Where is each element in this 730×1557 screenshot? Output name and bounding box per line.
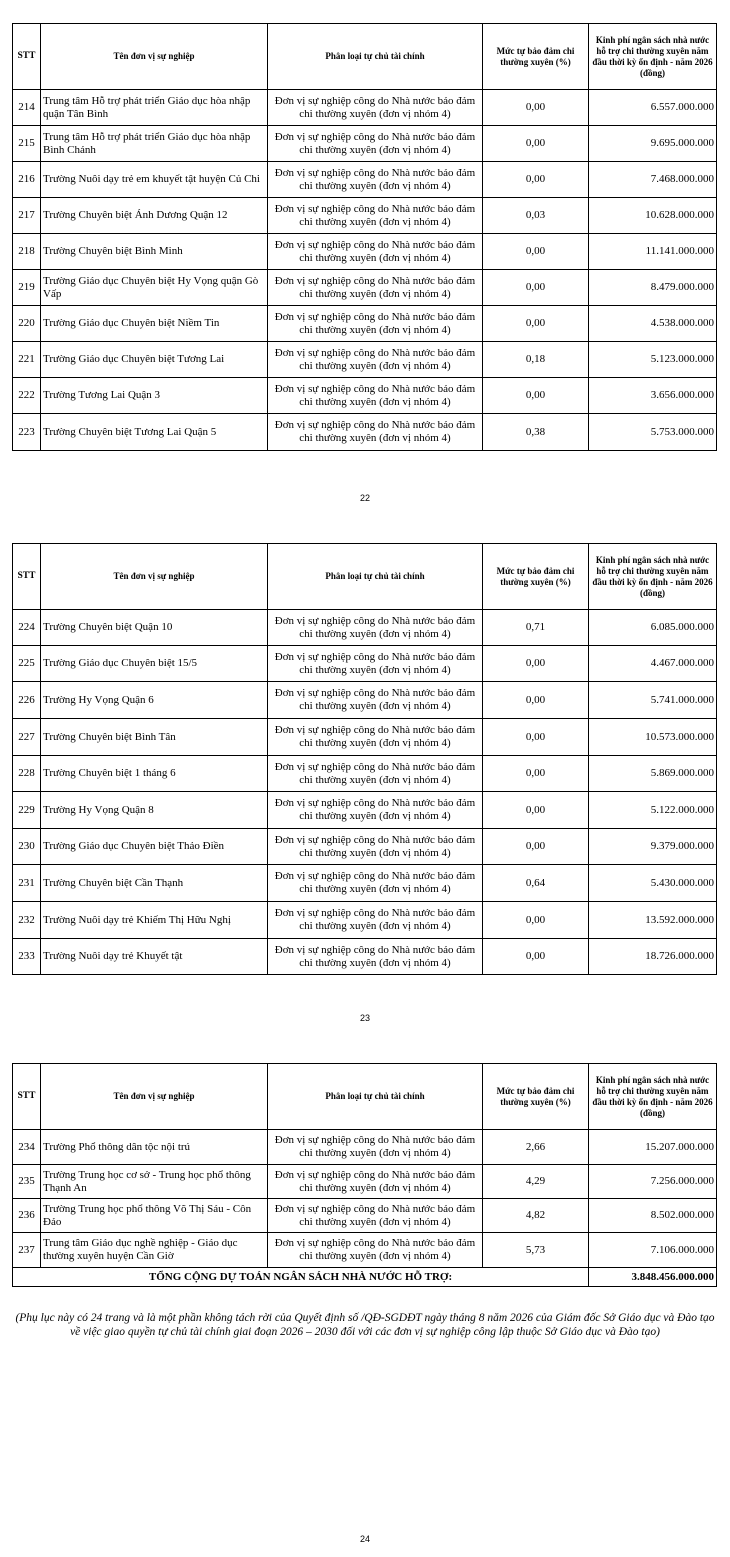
cell-unit-name: Trường Nuôi dạy trẻ Khuyết tật: [41, 939, 268, 975]
cell-budget: 8.502.000.000: [589, 1199, 717, 1233]
cell-unit-name: Trường Nuôi dạy trẻ em khuyết tật huyện Củ Chi: [41, 162, 268, 198]
cell-unit-name: Trung tâm Hỗ trợ phát triển Giáo dục hòa nhập Bình Chánh: [41, 126, 268, 162]
cell-stt: 225: [13, 646, 41, 682]
table-row: [13, 682, 717, 719]
cell-self-rate: 0,00: [483, 378, 589, 414]
cell-stt: 216: [13, 162, 41, 198]
cell-self-rate: 0,00: [483, 646, 589, 682]
cell-stt: 214: [13, 90, 41, 126]
budget-table-page-23: [12, 543, 717, 975]
cell-stt: 218: [13, 234, 41, 270]
cell-budget: 9.379.000.000: [589, 829, 717, 865]
cell-self-rate: 0,03: [483, 198, 589, 234]
cell-stt: 219: [13, 270, 41, 306]
header-unit-name: Tên đơn vị sự nghiệp: [41, 544, 268, 610]
table-row: [13, 610, 717, 646]
cell-unit-name: Trường Trung học cơ sở - Trung học phổ thông Thạnh An: [41, 1165, 268, 1199]
table-row: [13, 234, 717, 270]
cell-stt: 237: [13, 1233, 41, 1268]
table-row: [13, 126, 717, 162]
cell-stt: 231: [13, 865, 41, 902]
cell-unit-name: Trường Trung học phổ thông Võ Thị Sáu - Côn Đảo: [41, 1199, 268, 1233]
table-body: [13, 24, 717, 451]
header-row: [13, 544, 717, 610]
cell-budget: 9.695.000.000: [589, 126, 717, 162]
cell-self-rate: 4,29: [483, 1165, 589, 1199]
table-row: [13, 1130, 717, 1165]
table-row: [13, 378, 717, 414]
total-row: [13, 1268, 717, 1287]
cell-self-rate: 4,82: [483, 1199, 589, 1233]
table-body: [13, 544, 717, 975]
table-row: [13, 792, 717, 829]
cell-budget: 5.123.000.000: [589, 342, 717, 378]
cell-budget: 5.753.000.000: [589, 414, 717, 451]
header-stt: STT: [13, 24, 41, 90]
cell-self-rate: 0,71: [483, 610, 589, 646]
cell-unit-name: Trường Chuyên biệt 1 tháng 6: [41, 756, 268, 792]
cell-self-rate: 0,00: [483, 126, 589, 162]
cell-classification: Đơn vị sự nghiệp công do Nhà nước bảo đảm chi thường xuyên (đơn vị nhóm 4): [268, 646, 483, 682]
page-number: 24: [359, 1534, 370, 1544]
cell-self-rate: 0,18: [483, 342, 589, 378]
cell-unit-name: Trường Nuôi dạy trẻ Khiếm Thị Hữu Nghị: [41, 902, 268, 939]
table-row: [13, 162, 717, 198]
cell-self-rate: 0,00: [483, 719, 589, 756]
cell-stt: 215: [13, 126, 41, 162]
header-budget: Kinh phí ngân sách nhà nước hỗ trợ chi thường xuyên năm đầu thời kỳ ổn định - năm 2026 (đồng): [589, 1064, 717, 1130]
table-row: [13, 939, 717, 975]
header-budget: Kinh phí ngân sách nhà nước hỗ trợ chi thường xuyên năm đầu thời kỳ ổn định - năm 2026 (đồng): [589, 24, 717, 90]
cell-classification: Đơn vị sự nghiệp công do Nhà nước bảo đảm chi thường xuyên (đơn vị nhóm 4): [268, 414, 483, 451]
table-row: [13, 1233, 717, 1268]
cell-stt: 232: [13, 902, 41, 939]
cell-classification: Đơn vị sự nghiệp công do Nhà nước bảo đảm chi thường xuyên (đơn vị nhóm 4): [268, 682, 483, 719]
cell-classification: Đơn vị sự nghiệp công do Nhà nước bảo đảm chi thường xuyên (đơn vị nhóm 4): [268, 1165, 483, 1199]
table-row: [13, 829, 717, 865]
cell-budget: 4.467.000.000: [589, 646, 717, 682]
cell-unit-name: Trường Giáo dục Chuyên biệt Thảo Điền: [41, 829, 268, 865]
cell-classification: Đơn vị sự nghiệp công do Nhà nước bảo đảm chi thường xuyên (đơn vị nhóm 4): [268, 939, 483, 975]
table-body: [13, 1064, 717, 1287]
table-row: [13, 1199, 717, 1233]
cell-self-rate: 0,00: [483, 162, 589, 198]
cell-stt: 229: [13, 792, 41, 829]
cell-stt: 224: [13, 610, 41, 646]
budget-table-page-24: [12, 1063, 717, 1287]
cell-self-rate: 0,64: [483, 865, 589, 902]
cell-unit-name: Trường Giáo dục Chuyên biệt 15/5: [41, 646, 268, 682]
cell-classification: Đơn vị sự nghiệp công do Nhà nước bảo đảm chi thường xuyên (đơn vị nhóm 4): [268, 162, 483, 198]
cell-stt: 223: [13, 414, 41, 451]
cell-self-rate: 0,00: [483, 939, 589, 975]
cell-budget: 6.557.000.000: [589, 90, 717, 126]
cell-classification: Đơn vị sự nghiệp công do Nhà nước bảo đảm chi thường xuyên (đơn vị nhóm 4): [268, 342, 483, 378]
cell-classification: Đơn vị sự nghiệp công do Nhà nước bảo đảm chi thường xuyên (đơn vị nhóm 4): [268, 829, 483, 865]
cell-stt: 221: [13, 342, 41, 378]
table-row: [13, 90, 717, 126]
cell-unit-name: Trường Giáo dục Chuyên biệt Niềm Tin: [41, 306, 268, 342]
page-number: 23: [359, 1013, 370, 1023]
table-row: [13, 865, 717, 902]
cell-unit-name: Trung tâm Hỗ trợ phát triển Giáo dục hòa nhập quận Tân Bình: [41, 90, 268, 126]
header-unit-name: Tên đơn vị sự nghiệp: [41, 24, 268, 90]
cell-unit-name: Trung tâm Giáo dục nghề nghiệp - Giáo dục thường xuyên huyện Cần Giờ: [41, 1233, 268, 1268]
total-amount: 3.848.456.000.000: [589, 1268, 717, 1287]
table-row: [13, 646, 717, 682]
header-row: [13, 24, 717, 90]
table-row: [13, 756, 717, 792]
cell-classification: Đơn vị sự nghiệp công do Nhà nước bảo đảm chi thường xuyên (đơn vị nhóm 4): [268, 756, 483, 792]
cell-stt: 217: [13, 198, 41, 234]
cell-budget: 10.573.000.000: [589, 719, 717, 756]
table-row: [13, 1165, 717, 1199]
cell-stt: 228: [13, 756, 41, 792]
cell-classification: Đơn vị sự nghiệp công do Nhà nước bảo đảm chi thường xuyên (đơn vị nhóm 4): [268, 378, 483, 414]
cell-classification: Đơn vị sự nghiệp công do Nhà nước bảo đảm chi thường xuyên (đơn vị nhóm 4): [268, 610, 483, 646]
cell-self-rate: 0,00: [483, 829, 589, 865]
budget-table-page-22: [12, 23, 717, 451]
header-budget: Kinh phí ngân sách nhà nước hỗ trợ chi thường xuyên năm đầu thời kỳ ổn định - năm 2026 (đồng): [589, 544, 717, 610]
cell-classification: Đơn vị sự nghiệp công do Nhà nước bảo đảm chi thường xuyên (đơn vị nhóm 4): [268, 792, 483, 829]
page-number: 22: [359, 493, 370, 503]
cell-unit-name: Trường Chuyên biệt Quận 10: [41, 610, 268, 646]
cell-budget: 4.538.000.000: [589, 306, 717, 342]
cell-classification: Đơn vị sự nghiệp công do Nhà nước bảo đảm chi thường xuyên (đơn vị nhóm 4): [268, 1233, 483, 1268]
cell-unit-name: Trường Chuyên biệt Bình Tân: [41, 719, 268, 756]
cell-stt: 234: [13, 1130, 41, 1165]
header-classification: Phân loại tự chủ tài chính: [268, 24, 483, 90]
cell-classification: Đơn vị sự nghiệp công do Nhà nước bảo đảm chi thường xuyên (đơn vị nhóm 4): [268, 1130, 483, 1165]
total-label: TỔNG CỘNG DỰ TOÁN NGÂN SÁCH NHÀ NƯỚC HỖ TRỢ:: [13, 1268, 589, 1287]
cell-budget: 11.141.000.000: [589, 234, 717, 270]
cell-stt: 236: [13, 1199, 41, 1233]
cell-classification: Đơn vị sự nghiệp công do Nhà nước bảo đảm chi thường xuyên (đơn vị nhóm 4): [268, 1199, 483, 1233]
cell-stt: 235: [13, 1165, 41, 1199]
header-stt: STT: [13, 544, 41, 610]
header-self-rate: Mức tự bảo đảm chi thường xuyên (%): [483, 24, 589, 90]
cell-budget: 10.628.000.000: [589, 198, 717, 234]
cell-budget: 5.122.000.000: [589, 792, 717, 829]
table-row: [13, 306, 717, 342]
cell-self-rate: 0,00: [483, 90, 589, 126]
cell-unit-name: Trường Chuyên biệt Cần Thạnh: [41, 865, 268, 902]
cell-classification: Đơn vị sự nghiệp công do Nhà nước bảo đảm chi thường xuyên (đơn vị nhóm 4): [268, 90, 483, 126]
header-unit-name: Tên đơn vị sự nghiệp: [41, 1064, 268, 1130]
cell-self-rate: 0,00: [483, 902, 589, 939]
cell-classification: Đơn vị sự nghiệp công do Nhà nước bảo đảm chi thường xuyên (đơn vị nhóm 4): [268, 865, 483, 902]
cell-budget: 8.479.000.000: [589, 270, 717, 306]
header-self-rate: Mức tự bảo đảm chi thường xuyên (%): [483, 1064, 589, 1130]
cell-self-rate: 0,00: [483, 792, 589, 829]
cell-self-rate: 0,00: [483, 306, 589, 342]
header-stt: STT: [13, 1064, 41, 1130]
table-row: [13, 342, 717, 378]
cell-unit-name: Trường Tương Lai Quận 3: [41, 378, 268, 414]
cell-budget: 5.869.000.000: [589, 756, 717, 792]
table-row: [13, 270, 717, 306]
cell-budget: 13.592.000.000: [589, 902, 717, 939]
cell-self-rate: 5,73: [483, 1233, 589, 1268]
cell-self-rate: 0,00: [483, 756, 589, 792]
cell-self-rate: 2,66: [483, 1130, 589, 1165]
cell-stt: 226: [13, 682, 41, 719]
cell-self-rate: 0,00: [483, 234, 589, 270]
cell-budget: 7.256.000.000: [589, 1165, 717, 1199]
table-row: [13, 414, 717, 451]
cell-budget: 15.207.000.000: [589, 1130, 717, 1165]
cell-budget: 7.468.000.000: [589, 162, 717, 198]
cell-stt: 227: [13, 719, 41, 756]
cell-stt: 220: [13, 306, 41, 342]
cell-budget: 5.741.000.000: [589, 682, 717, 719]
cell-classification: Đơn vị sự nghiệp công do Nhà nước bảo đảm chi thường xuyên (đơn vị nhóm 4): [268, 306, 483, 342]
header-self-rate: Mức tự bảo đảm chi thường xuyên (%): [483, 544, 589, 610]
header-row: [13, 1064, 717, 1130]
cell-self-rate: 0,00: [483, 682, 589, 719]
cell-stt: 222: [13, 378, 41, 414]
cell-unit-name: Trường Hy Vọng Quận 8: [41, 792, 268, 829]
cell-unit-name: Trường Chuyên biệt Tương Lai Quận 5: [41, 414, 268, 451]
cell-unit-name: Trường Hy Vọng Quận 6: [41, 682, 268, 719]
cell-unit-name: Trường Chuyên biệt Ánh Dương Quận 12: [41, 198, 268, 234]
cell-stt: 230: [13, 829, 41, 865]
table-row: [13, 719, 717, 756]
cell-classification: Đơn vị sự nghiệp công do Nhà nước bảo đảm chi thường xuyên (đơn vị nhóm 4): [268, 234, 483, 270]
cell-self-rate: 0,00: [483, 270, 589, 306]
cell-unit-name: Trường Giáo dục Chuyên biệt Hy Vọng quận Gò Vấp: [41, 270, 268, 306]
table-row: [13, 902, 717, 939]
header-classification: Phân loại tự chủ tài chính: [268, 1064, 483, 1130]
table-row: [13, 198, 717, 234]
cell-unit-name: Trường Chuyên biệt Bình Minh: [41, 234, 268, 270]
cell-unit-name: Trường Phổ thông dân tộc nội trú: [41, 1130, 268, 1165]
cell-budget: 18.726.000.000: [589, 939, 717, 975]
cell-budget: 7.106.000.000: [589, 1233, 717, 1268]
cell-stt: 233: [13, 939, 41, 975]
cell-classification: Đơn vị sự nghiệp công do Nhà nước bảo đảm chi thường xuyên (đơn vị nhóm 4): [268, 902, 483, 939]
cell-classification: Đơn vị sự nghiệp công do Nhà nước bảo đảm chi thường xuyên (đơn vị nhóm 4): [268, 270, 483, 306]
cell-classification: Đơn vị sự nghiệp công do Nhà nước bảo đảm chi thường xuyên (đơn vị nhóm 4): [268, 126, 483, 162]
cell-budget: 6.085.000.000: [589, 610, 717, 646]
cell-classification: Đơn vị sự nghiệp công do Nhà nước bảo đảm chi thường xuyên (đơn vị nhóm 4): [268, 719, 483, 756]
cell-budget: 5.430.000.000: [589, 865, 717, 902]
cell-unit-name: Trường Giáo dục Chuyên biệt Tương Lai: [41, 342, 268, 378]
cell-classification: Đơn vị sự nghiệp công do Nhà nước bảo đảm chi thường xuyên (đơn vị nhóm 4): [268, 198, 483, 234]
header-classification: Phân loại tự chủ tài chính: [268, 544, 483, 610]
cell-budget: 3.656.000.000: [589, 378, 717, 414]
footnote: (Phụ lục này có 24 trang và là một phần không tách rời của Quyết định số /QĐ-SGDĐT ngày tháng 8 năm 2026 của Giám đốc Sở Giáo dục và Đào tạo về việc giao quyền tự chủ tài chính giai đoạn 2026 – 2030 đối với các đơn vị sự nghiệp công lập thuộc Sở Giáo dục và Đào tạo): [15, 1312, 715, 1338]
cell-self-rate: 0,38: [483, 414, 589, 451]
